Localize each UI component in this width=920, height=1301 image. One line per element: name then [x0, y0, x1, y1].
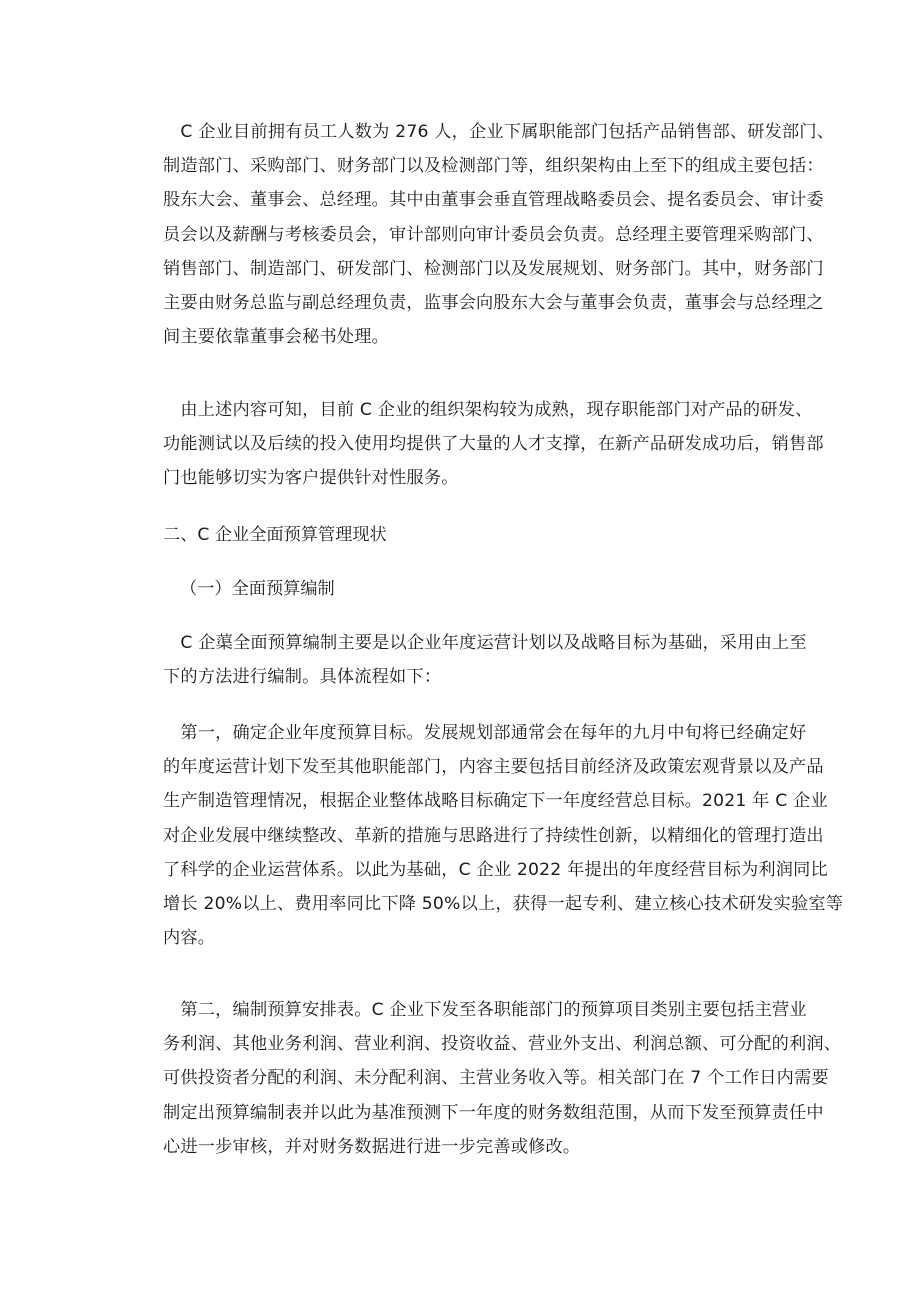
text-line: 心进一步审核，并对财务数据进行进一步完善或修改。 [163, 1136, 581, 1157]
text-line: 制定出预算编制表并以此为基准预测下一年度的财务数组范围，从而下发至预算责任中 [163, 1102, 824, 1123]
text-line: 可供投资者分配的利润、未分配利润、主营业务收入等。相关部门在 7 个工作日内需要 [163, 1068, 829, 1089]
paragraph-step-one [163, 716, 844, 955]
text-line: C 企蕖全面预算编制主要是以企业年度运营计划以及战略目标为基础，采用由上至 [163, 633, 807, 653]
text-line: 生产制造管理情况，根据企业整体战略目标确定下一年度经营总目标。2021 年 C 企业 [163, 791, 828, 812]
text-line: 股东大会、董事会、总经理。其中由董事会垂直管理战略委员会、提名委员会、审计委 [163, 190, 824, 211]
paragraph-summary [163, 393, 824, 496]
subsection-heading: （一）全面预算编制 [180, 579, 335, 599]
text-line: 门也能够切实为客户提供针对性服务。 [163, 468, 459, 489]
text-line: 第二，编制预算安排表。C 企业下发至各职能部门的预算项目类别主要包括主营业 [163, 1000, 807, 1020]
paragraph-step-two [163, 993, 842, 1164]
section-heading: 二、C 企业全面预算管理现状 [163, 525, 387, 545]
text-line: 员会以及薪酬与考核委员会，审计部则向审计委员会负责。总经理主要管理采购部门、 [163, 224, 824, 245]
text-line: 制造部门、采购部门、财务部门以及检测部门等，组织架构由上至下的组成主要包括： [163, 156, 824, 177]
text-line: 销售部门、制造部门、研发部门、检测部门以及发展规划、财务部门。其中，财务部门 [163, 258, 824, 279]
text-line: 第一，确定企业年度预算目标。发展规划部通常会在每年的九月中旬将已经确定好 [163, 723, 807, 743]
text-line: 对企业发展中继续整改、革新的措施与思路进行了持续性创新，以精细化的管理打造出 [163, 825, 824, 846]
text-line: 了科学的企业运营体系。以此为基础，C 企业 2022 年提出的年度经营目标为利润同比 [163, 859, 828, 880]
text-line: C 企业目前拥有员工人数为 276 人，企业下属职能部门包括产品销售部、研发部门、 [163, 122, 835, 142]
text-line: 下的方法进行编制。具体流程如下： [163, 667, 442, 688]
text-line: 主要由财务总监与副总经理负责，监事会向股东大会与董事会负责，董事会与总经理之 [163, 293, 824, 314]
text-line: 务利润、其他业务利润、营业利润、投资收益、营业外支出、利润总额、可分配的利润、 [163, 1034, 842, 1055]
paragraph-budget-method [163, 626, 807, 694]
text-line: 增长 20%以上、费用率同比下降 50%以上，获得一起专利、建立核心技术研发实验室等 [163, 894, 844, 915]
text-line: 的年度运营计划下发至其他职能部门，内容主要包括目前经济及政策宏观背景以及产品 [163, 757, 824, 778]
paragraph-org-structure [163, 115, 835, 354]
text-line: 内容。 [163, 928, 216, 949]
text-line: 功能测试以及后续的投入使用均提供了大量的人才支撑，在新产品研发成功后，销售部 [163, 434, 824, 455]
text-line: 间主要依靠董事会秘书处理。 [163, 327, 390, 348]
text-line: 由上述内容可知，目前 C 企业的组织架构较为成熟，现存职能部门对产品的研发、 [163, 400, 813, 420]
